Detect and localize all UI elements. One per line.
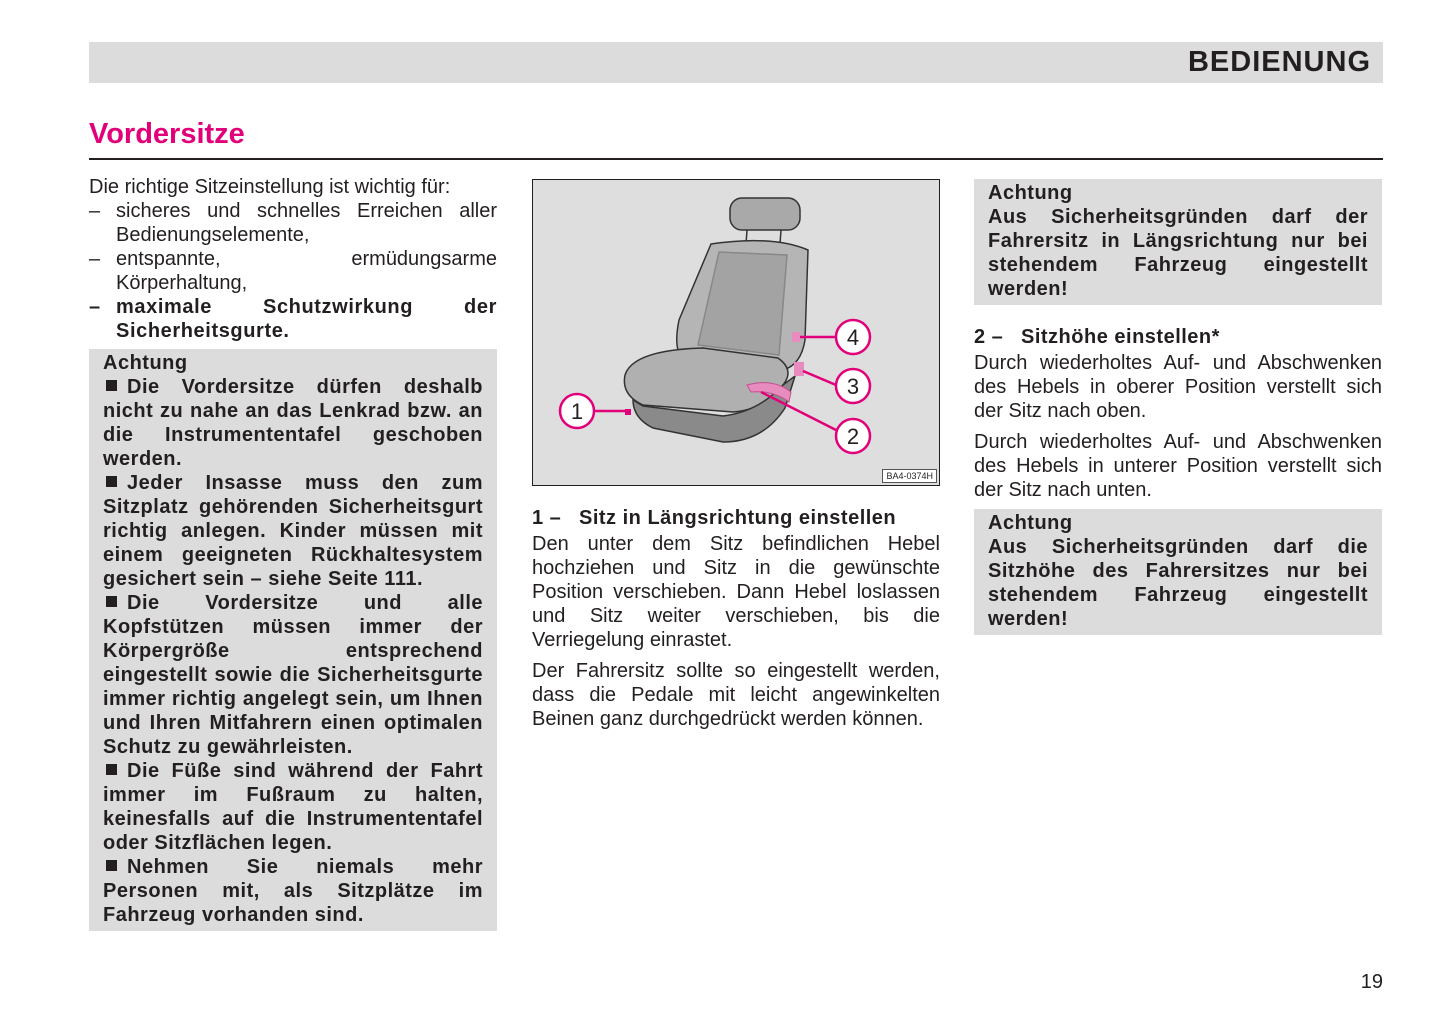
body-paragraph: Den unter dem Sitz befindlichen Hebel hochziehen und Sitz in die gewünschte Position verschieben. Dann Hebel loslassen und Sitz weiter verschieben, bis die Verriegelung einrastet. — [532, 533, 940, 651]
warning-item: Die Vordersitze dürfen deshalb nicht zu nahe an das Lenkrad bzw. an die Instrumententafel geschoben werden. — [103, 376, 483, 470]
section-header-bar — [89, 42, 1383, 83]
callout-3: 3 — [846, 374, 860, 399]
page-title: Vordersitze — [89, 118, 245, 150]
warning-item: Jeder Insasse muss den zum Sitzplatz gehörenden Sicherheitsgurt richtig anlegen. Kinder müssen mit einem geeigneten Rückhaltesystem gesichert sein – siehe Seite 111. — [103, 472, 483, 590]
page-number: 19 — [1360, 971, 1383, 993]
list-item: – sicheres und schnelles Erreichen aller Bedienungselemente, — [89, 199, 497, 247]
section-label: BEDIENUNG — [1187, 46, 1371, 78]
column-1 — [89, 175, 497, 931]
warning-heading: Achtung — [988, 182, 1073, 204]
square-bullet-icon — [106, 380, 117, 391]
bullet-list — [89, 199, 497, 343]
seat-figure — [532, 179, 940, 486]
warning-item: Die Füße sind während der Fahrt immer im Fußraum zu halten, keinesfalls auf die Instrumententafel oder Sitzflächen legen. — [103, 760, 483, 854]
figure-code: BA4-0374H — [882, 469, 937, 483]
warning-box — [974, 179, 1382, 305]
warning-item: Nehmen Sie niemals mehr Personen mit, als Sitzplätze im Fahrzeug vorhanden sind. — [103, 856, 483, 926]
column-3 — [974, 175, 1382, 635]
intro-text: Die richtige Sitzeinstellung ist wichtig für: — [89, 176, 451, 198]
body-paragraph: Der Fahrersitz sollte so eingestellt werden, dass die Pedale mit leicht angewinkelten Beinen ganz durchgedrückt werden können. — [532, 660, 940, 730]
warning-text: Aus Sicherheitsgründen darf die Sitzhöhe des Fahrersitzes nur bei stehendem Fahrzeug eingestellt werden! — [988, 536, 1368, 630]
warning-box — [974, 509, 1382, 635]
section-heading: 1 – Sitz in Längsrichtung einstellen — [532, 507, 897, 529]
square-bullet-icon — [106, 764, 117, 775]
body-paragraph: Durch wiederholtes Auf- und Abschwenken des Hebels in oberer Position verstellt sich der Sitz nach oben. — [974, 352, 1382, 422]
seat-illustration — [533, 180, 939, 485]
list-item: – maximale Schutzwirkung der Sicherheitsgurte. — [89, 295, 497, 343]
section-heading: 2 – Sitzhöhe einstellen* — [974, 326, 1220, 348]
body-paragraph: Durch wiederholtes Auf- und Abschwenken des Hebels in unterer Position verstellt sich der Sitz nach unten. — [974, 431, 1382, 501]
warning-text: Aus Sicherheitsgründen darf der Fahrersitz in Längsrichtung nur bei stehendem Fahrzeug eingestellt werden! — [988, 206, 1368, 300]
list-item: – entspannte, ermüdungsarme Körperhaltung, — [89, 247, 497, 295]
square-bullet-icon — [106, 476, 117, 487]
square-bullet-icon — [106, 596, 117, 607]
callout-1: 1 — [570, 399, 584, 424]
warning-heading: Achtung — [103, 352, 188, 374]
title-rule — [89, 158, 1383, 160]
square-bullet-icon — [106, 860, 117, 871]
warning-box — [89, 349, 497, 931]
warning-heading: Achtung — [988, 512, 1073, 534]
callout-4: 4 — [846, 325, 860, 350]
callout-2: 2 — [846, 424, 860, 449]
warning-item: Die Vordersitze und alle Kopfstützen müssen immer der Körpergröße entsprechend eingestellt sowie die Sicherheitsgurte immer richtig angelegt sein, um Ihnen und Ihren Mitfahrern einen optimalen Schutz zu gewährleisten. — [103, 592, 483, 758]
column-2 — [532, 175, 940, 738]
